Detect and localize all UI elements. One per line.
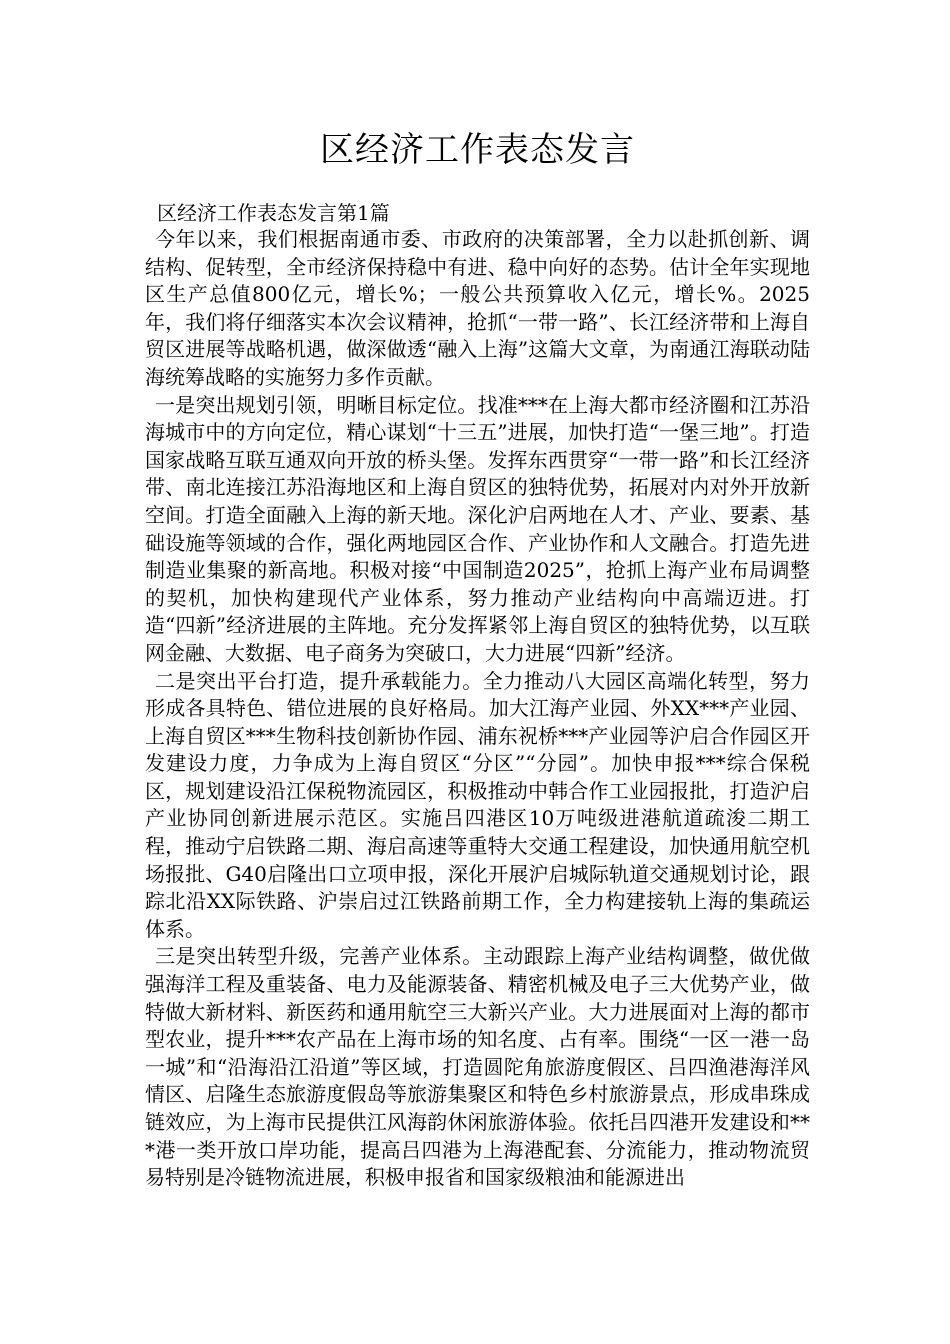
paragraph-intro: 今年以来，我们根据南通市委、市政府的决策部署，全力以赴抓创新、调结构、促转型，全市经济保持稳中有进、稳中向好的态势。估计全年实现地区生产总值800亿元，增长%；一般公共预算收入亿元，增长%。2025年，我们将仔细落实本次会议精神，抢抓“一带一路”、长江经济带和上海自贸区进展等战略机遇，做深做透“融入上海”这篇大文章，为南通江海联动陆海统筹战略的实施努力多作贡献。 <box>145 227 810 389</box>
paragraph-transformation: 三是突出转型升级，完善产业体系。主动跟踪上海产业结构调整，做优做强海洋工程及重装备、电力及能源装备、精密机械及电子三大优势产业，做特做大新材料、新医药和通用航空三大新兴产业。大力进展面对上海的都市型农业，提升***农产品在上海市场的知名度、占有率。围绕“一区一港一岛一城”和“沿海沿江沿道”等区域，打造圆陀角旅游度假区、吕四渔港海洋风情区、启隆生态旅游度假岛等旅游集聚区和特色乡村旅游景点，形成串珠成链效应，为上海市民提供江风海韵休闲旅游体验。依托吕四港开发建设和***港一类开放口岸功能，提高吕四港为上海港配套、分流能力，推动物流贸易特别是冷链物流进展，积极申报省和国家级粮油和能源进出 <box>145 944 810 1190</box>
paragraph-planning: 一是突出规划引领，明晰目标定位。找准***在上海大都市经济圈和江苏沿海城市中的方向定位，精心谋划“十三五”进展，加快打造“一堡三地”。打造国家战略互联互通双向开放的桥头堡。发挥东西贯穿“一带一路”和长江经济带、南北连接江苏沿海地区和上海自贸区的独特优势，拓展对内对外开放新空间。打造全面融入上海的新天地。深化沪启两地在人才、产业、要素、基础设施等领域的合作，强化两地园区合作、产业协作和人文融合。打造先进制造业集聚的新高地。积极对接“中国制造2025”，抢抓上海产业布局调整的契机，加快构建现代产业体系，努力推动产业结构向中高端迈进。打造“四新”经济进展的主阵地。充分发挥紧邻上海自贸区的独特优势，以互联网金融、大数据、电子商务为突破口，大力进展“四新”经济。 <box>145 392 810 665</box>
document-page <box>145 125 810 1192</box>
paragraph-platform: 二是突出平台打造，提升承载能力。全力推动八大园区高端化转型，努力形成各具特色、错位进展的良好格局。加大江海产业园、外XX***产业园、上海自贸区***生物科技创新协作园、浦东祝桥***产业园等沪启合作园区开发建设力度，力争成为上海自贸区“分区”“分园”。加快申报***综合保税区，规划建设沿江保税物流园区，积极推动中韩合作工业园报批，打造沪启产业协同创新进展示范区。实施吕四港区10万吨级进港航道疏浚二期工程，推动宁启铁路二期、海启高速等重特大交通工程建设，加快通用航空机场报批、G40启隆出口立项申报，深化开展沪启城际轨道交通规划讨论，跟踪北沿XX际铁路、沪崇启过江铁路前期工作，全力构建接轨上海的集疏运体系。 <box>145 668 810 941</box>
document-title: 区经济工作表态发言 <box>320 130 635 170</box>
document-subtitle: 区经济工作表态发言第1篇 <box>157 201 390 225</box>
